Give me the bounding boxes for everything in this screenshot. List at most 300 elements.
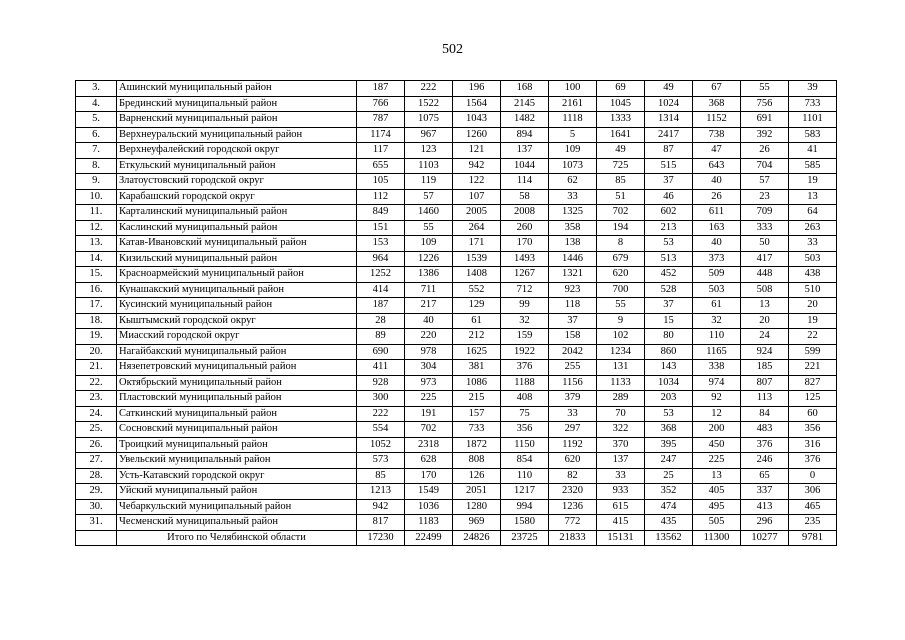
value-cell: 973: [405, 375, 453, 391]
row-number: 11.: [76, 205, 117, 221]
value-cell: 515: [645, 158, 693, 174]
district-data-table: [75, 80, 837, 546]
value-cell: 1325: [549, 205, 597, 221]
value-cell: 733: [789, 96, 837, 112]
value-cell: 100: [549, 81, 597, 97]
value-cell: 1641: [597, 127, 645, 143]
value-cell: 356: [789, 422, 837, 438]
value-cell: 304: [405, 360, 453, 376]
value-cell: 15: [645, 313, 693, 329]
row-number: 16.: [76, 282, 117, 298]
value-cell: 53: [645, 236, 693, 252]
value-cell: 1213: [357, 484, 405, 500]
value-cell: 297: [549, 422, 597, 438]
value-cell: 1872: [453, 437, 501, 453]
value-cell: 376: [501, 360, 549, 376]
value-cell: 19: [789, 313, 837, 329]
value-cell: 225: [693, 453, 741, 469]
value-cell: 5: [549, 127, 597, 143]
value-cell: 974: [693, 375, 741, 391]
value-cell: 1174: [357, 127, 405, 143]
value-cell: 2318: [405, 437, 453, 453]
value-cell: 191: [405, 406, 453, 422]
value-cell: 1625: [453, 344, 501, 360]
value-cell: 337: [741, 484, 789, 500]
value-cell: 1539: [453, 251, 501, 267]
value-cell: 33: [549, 189, 597, 205]
value-cell: 32: [501, 313, 549, 329]
value-cell: 1386: [405, 267, 453, 283]
value-cell: 1086: [453, 375, 501, 391]
value-cell: 370: [597, 437, 645, 453]
table-row: [76, 127, 837, 143]
district-name: Саткинский муниципальный район: [117, 406, 357, 422]
value-cell: 37: [549, 313, 597, 329]
value-cell: 2005: [453, 205, 501, 221]
value-cell: 1073: [549, 158, 597, 174]
value-cell: 151: [357, 220, 405, 236]
value-cell: 196: [453, 81, 501, 97]
value-cell: 381: [453, 360, 501, 376]
table-row: [76, 313, 837, 329]
value-cell: 26: [741, 143, 789, 159]
district-name: Каслинский муниципальный район: [117, 220, 357, 236]
value-cell: 643: [693, 158, 741, 174]
value-cell: 1045: [597, 96, 645, 112]
value-cell: 379: [549, 391, 597, 407]
value-cell: 55: [405, 220, 453, 236]
value-cell: 1252: [357, 267, 405, 283]
row-number: 10.: [76, 189, 117, 205]
value-cell: 2417: [645, 127, 693, 143]
value-cell: 58: [501, 189, 549, 205]
value-cell: 679: [597, 251, 645, 267]
district-name: Карабашский городской округ: [117, 189, 357, 205]
district-name: Троицкий муниципальный район: [117, 437, 357, 453]
value-cell: 22499: [405, 530, 453, 546]
value-cell: 408: [501, 391, 549, 407]
value-cell: 222: [405, 81, 453, 97]
value-cell: 1267: [501, 267, 549, 283]
table-row: [76, 499, 837, 515]
value-cell: 924: [741, 344, 789, 360]
value-cell: 215: [453, 391, 501, 407]
value-cell: 2051: [453, 484, 501, 500]
value-cell: 41: [789, 143, 837, 159]
value-cell: 448: [741, 267, 789, 283]
total-row: [76, 530, 837, 546]
value-cell: 503: [693, 282, 741, 298]
value-cell: 450: [693, 437, 741, 453]
table-row: [76, 298, 837, 314]
table-row: [76, 360, 837, 376]
value-cell: 213: [645, 220, 693, 236]
row-number: 3.: [76, 81, 117, 97]
value-cell: 185: [741, 360, 789, 376]
table-row: [76, 406, 837, 422]
value-cell: 376: [741, 437, 789, 453]
value-cell: 452: [645, 267, 693, 283]
value-cell: 122: [453, 174, 501, 190]
value-cell: 994: [501, 499, 549, 515]
value-cell: 159: [501, 329, 549, 345]
value-cell: 40: [693, 174, 741, 190]
value-cell: 40: [405, 313, 453, 329]
value-cell: 62: [549, 174, 597, 190]
value-cell: 738: [693, 127, 741, 143]
value-cell: 1482: [501, 112, 549, 128]
value-cell: 474: [645, 499, 693, 515]
row-number: 31.: [76, 515, 117, 531]
row-number: 9.: [76, 174, 117, 190]
value-cell: 1446: [549, 251, 597, 267]
district-name: Красноармейский муниципальный район: [117, 267, 357, 283]
value-cell: 356: [501, 422, 549, 438]
value-cell: 969: [453, 515, 501, 531]
row-number: 13.: [76, 236, 117, 252]
value-cell: 1408: [453, 267, 501, 283]
table-row: [76, 189, 837, 205]
value-cell: 10277: [741, 530, 789, 546]
value-cell: 200: [693, 422, 741, 438]
value-cell: 611: [693, 205, 741, 221]
district-name: Кыштымский городской округ: [117, 313, 357, 329]
value-cell: 405: [693, 484, 741, 500]
district-name: Чесменский муниципальный район: [117, 515, 357, 531]
value-cell: 1044: [501, 158, 549, 174]
value-cell: 129: [453, 298, 501, 314]
value-cell: 15131: [597, 530, 645, 546]
table-row: [76, 422, 837, 438]
value-cell: 2008: [501, 205, 549, 221]
value-cell: 39: [789, 81, 837, 97]
value-cell: 105: [357, 174, 405, 190]
value-cell: 92: [693, 391, 741, 407]
value-cell: 465: [789, 499, 837, 515]
value-cell: 438: [789, 267, 837, 283]
district-name: Миасский городской округ: [117, 329, 357, 345]
district-name: Усть-Катавский городской округ: [117, 468, 357, 484]
district-name: Нагайбакский муниципальный район: [117, 344, 357, 360]
district-name: Варненский муниципальный район: [117, 112, 357, 128]
value-cell: 99: [501, 298, 549, 314]
value-cell: 1580: [501, 515, 549, 531]
value-cell: 235: [789, 515, 837, 531]
value-cell: 690: [357, 344, 405, 360]
value-cell: 85: [597, 174, 645, 190]
value-cell: 415: [597, 515, 645, 531]
district-name: Кусинский муниципальный район: [117, 298, 357, 314]
value-cell: 264: [453, 220, 501, 236]
value-cell: 395: [645, 437, 693, 453]
value-cell: 47: [693, 143, 741, 159]
district-name: Чебаркульский муниципальный район: [117, 499, 357, 515]
table-row: [76, 484, 837, 500]
value-cell: 225: [405, 391, 453, 407]
row-number: 4.: [76, 96, 117, 112]
district-name: Пластовский муниципальный район: [117, 391, 357, 407]
value-cell: 2042: [549, 344, 597, 360]
value-cell: 13: [741, 298, 789, 314]
district-name: Карталинский муниципальный район: [117, 205, 357, 221]
value-cell: 119: [405, 174, 453, 190]
value-cell: 118: [549, 298, 597, 314]
value-cell: 20: [789, 298, 837, 314]
value-cell: 352: [645, 484, 693, 500]
value-cell: 700: [597, 282, 645, 298]
table-row: [76, 174, 837, 190]
value-cell: 114: [501, 174, 549, 190]
value-cell: 22: [789, 329, 837, 345]
table-row: [76, 205, 837, 221]
value-cell: 171: [453, 236, 501, 252]
row-number: 30.: [76, 499, 117, 515]
table-row: [76, 251, 837, 267]
value-cell: 33: [597, 468, 645, 484]
value-cell: 1260: [453, 127, 501, 143]
value-cell: 1192: [549, 437, 597, 453]
value-cell: 711: [405, 282, 453, 298]
value-cell: 1522: [405, 96, 453, 112]
value-cell: 40: [693, 236, 741, 252]
value-cell: 170: [405, 468, 453, 484]
value-cell: 894: [501, 127, 549, 143]
table-row: [76, 344, 837, 360]
value-cell: 107: [453, 189, 501, 205]
value-cell: 11300: [693, 530, 741, 546]
district-name: Кунашакский муниципальный район: [117, 282, 357, 298]
value-cell: 849: [357, 205, 405, 221]
value-cell: 483: [741, 422, 789, 438]
value-cell: 509: [693, 267, 741, 283]
table-row: [76, 437, 837, 453]
value-cell: 505: [693, 515, 741, 531]
value-cell: 787: [357, 112, 405, 128]
value-cell: 928: [357, 375, 405, 391]
district-name: Октябрьский муниципальный район: [117, 375, 357, 391]
value-cell: 55: [597, 298, 645, 314]
district-name: Златоустовский городской округ: [117, 174, 357, 190]
value-cell: 0: [789, 468, 837, 484]
value-cell: 131: [597, 360, 645, 376]
table-row: [76, 282, 837, 298]
value-cell: 289: [597, 391, 645, 407]
row-number: 21.: [76, 360, 117, 376]
value-cell: 84: [741, 406, 789, 422]
row-number: 27.: [76, 453, 117, 469]
district-name: Увельский муниципальный район: [117, 453, 357, 469]
row-number: [76, 530, 117, 546]
value-cell: 153: [357, 236, 405, 252]
value-cell: 46: [645, 189, 693, 205]
value-cell: 2145: [501, 96, 549, 112]
row-number: 22.: [76, 375, 117, 391]
value-cell: 187: [357, 81, 405, 97]
value-cell: 168: [501, 81, 549, 97]
value-cell: 70: [597, 406, 645, 422]
value-cell: 322: [597, 422, 645, 438]
value-cell: 1024: [645, 96, 693, 112]
value-cell: 55: [741, 81, 789, 97]
value-cell: 807: [741, 375, 789, 391]
value-cell: 368: [693, 96, 741, 112]
value-cell: 766: [357, 96, 405, 112]
value-cell: 1150: [501, 437, 549, 453]
value-cell: 772: [549, 515, 597, 531]
value-cell: 217: [405, 298, 453, 314]
row-number: 14.: [76, 251, 117, 267]
value-cell: 85: [357, 468, 405, 484]
value-cell: 61: [453, 313, 501, 329]
value-cell: 338: [693, 360, 741, 376]
value-cell: 260: [501, 220, 549, 236]
value-cell: 620: [549, 453, 597, 469]
value-cell: 1052: [357, 437, 405, 453]
value-cell: 573: [357, 453, 405, 469]
value-cell: 808: [453, 453, 501, 469]
value-cell: 1314: [645, 112, 693, 128]
value-cell: 1183: [405, 515, 453, 531]
value-cell: 110: [693, 329, 741, 345]
value-cell: 1321: [549, 267, 597, 283]
value-cell: 1133: [597, 375, 645, 391]
value-cell: 854: [501, 453, 549, 469]
value-cell: 170: [501, 236, 549, 252]
value-cell: 1234: [597, 344, 645, 360]
district-name: Уйский муниципальный район: [117, 484, 357, 500]
value-cell: 1236: [549, 499, 597, 515]
value-cell: 26: [693, 189, 741, 205]
value-cell: 725: [597, 158, 645, 174]
value-cell: 246: [741, 453, 789, 469]
district-name: Кизильский муниципальный район: [117, 251, 357, 267]
value-cell: 1156: [549, 375, 597, 391]
total-label: Итого по Челябинской области: [117, 530, 357, 546]
value-cell: 495: [693, 499, 741, 515]
value-cell: 1217: [501, 484, 549, 500]
value-cell: 37: [645, 298, 693, 314]
value-cell: 9781: [789, 530, 837, 546]
value-cell: 50: [741, 236, 789, 252]
table-row: [76, 329, 837, 345]
value-cell: 9: [597, 313, 645, 329]
value-cell: 57: [741, 174, 789, 190]
district-name: Еткульский муниципальный район: [117, 158, 357, 174]
value-cell: 143: [645, 360, 693, 376]
value-cell: 13: [693, 468, 741, 484]
value-cell: 67: [693, 81, 741, 97]
value-cell: 414: [357, 282, 405, 298]
value-cell: 602: [645, 205, 693, 221]
value-cell: 599: [789, 344, 837, 360]
value-cell: 1460: [405, 205, 453, 221]
value-cell: 8: [597, 236, 645, 252]
value-cell: 113: [741, 391, 789, 407]
table-row: [76, 158, 837, 174]
value-cell: 967: [405, 127, 453, 143]
value-cell: 102: [597, 329, 645, 345]
row-number: 6.: [76, 127, 117, 143]
value-cell: 51: [597, 189, 645, 205]
value-cell: 212: [453, 329, 501, 345]
value-cell: 1152: [693, 112, 741, 128]
district-name: Брединский муниципальный район: [117, 96, 357, 112]
value-cell: 158: [549, 329, 597, 345]
table-row: [76, 220, 837, 236]
value-cell: 296: [741, 515, 789, 531]
value-cell: 368: [645, 422, 693, 438]
value-cell: 1564: [453, 96, 501, 112]
value-cell: 620: [597, 267, 645, 283]
value-cell: 75: [501, 406, 549, 422]
value-cell: 413: [741, 499, 789, 515]
value-cell: 247: [645, 453, 693, 469]
value-cell: 585: [789, 158, 837, 174]
value-cell: 628: [405, 453, 453, 469]
value-cell: 333: [741, 220, 789, 236]
row-number: 19.: [76, 329, 117, 345]
value-cell: 12: [693, 406, 741, 422]
value-cell: 123: [405, 143, 453, 159]
value-cell: 1333: [597, 112, 645, 128]
row-number: 23.: [76, 391, 117, 407]
value-cell: 1036: [405, 499, 453, 515]
table-row: [76, 236, 837, 252]
value-cell: 25: [645, 468, 693, 484]
value-cell: 1226: [405, 251, 453, 267]
value-cell: 827: [789, 375, 837, 391]
page-number: 502: [442, 42, 463, 57]
table-row: [76, 81, 837, 97]
value-cell: 1043: [453, 112, 501, 128]
district-name: Верхнеуфалейский городской округ: [117, 143, 357, 159]
value-cell: 37: [645, 174, 693, 190]
value-cell: 411: [357, 360, 405, 376]
value-cell: 1922: [501, 344, 549, 360]
row-number: 24.: [76, 406, 117, 422]
value-cell: 13562: [645, 530, 693, 546]
value-cell: 13: [789, 189, 837, 205]
value-cell: 49: [597, 143, 645, 159]
value-cell: 1493: [501, 251, 549, 267]
value-cell: 978: [405, 344, 453, 360]
value-cell: 2161: [549, 96, 597, 112]
value-cell: 65: [741, 468, 789, 484]
value-cell: 23: [741, 189, 789, 205]
value-cell: 19: [789, 174, 837, 190]
value-cell: 316: [789, 437, 837, 453]
value-cell: 510: [789, 282, 837, 298]
value-cell: 222: [357, 406, 405, 422]
value-cell: 942: [453, 158, 501, 174]
value-cell: 392: [741, 127, 789, 143]
row-number: 8.: [76, 158, 117, 174]
value-cell: 358: [549, 220, 597, 236]
district-name: Катав-Ивановский муниципальный район: [117, 236, 357, 252]
value-cell: 528: [645, 282, 693, 298]
value-cell: 2320: [549, 484, 597, 500]
row-number: 17.: [76, 298, 117, 314]
table-row: [76, 515, 837, 531]
table-row: [76, 375, 837, 391]
value-cell: 110: [501, 468, 549, 484]
value-cell: 60: [789, 406, 837, 422]
value-cell: 109: [405, 236, 453, 252]
value-cell: 49: [645, 81, 693, 97]
table-row: [76, 112, 837, 128]
value-cell: 942: [357, 499, 405, 515]
row-number: 7.: [76, 143, 117, 159]
